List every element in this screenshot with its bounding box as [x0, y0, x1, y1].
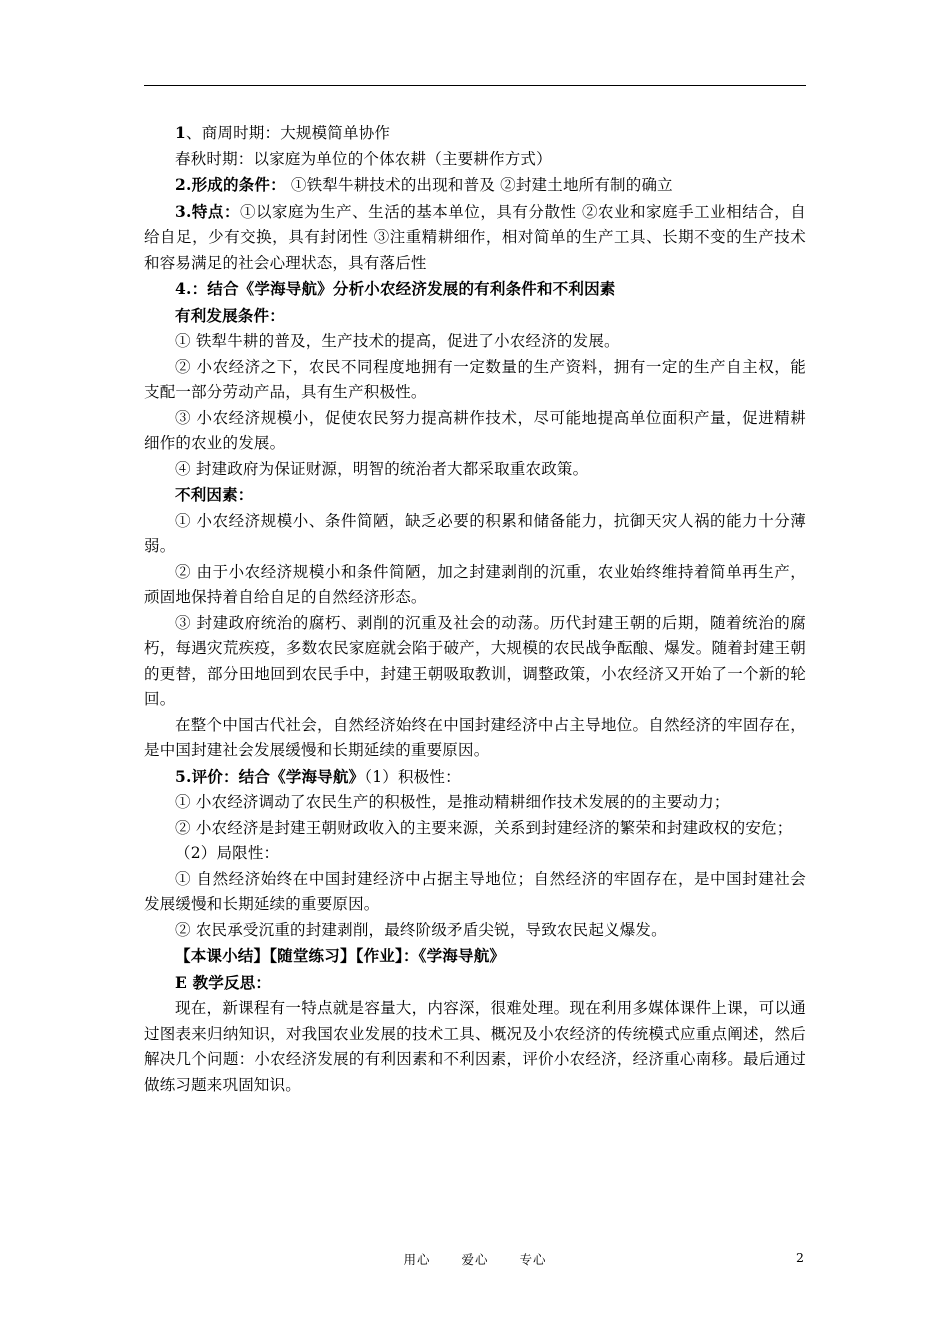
bold-text: 有利发展条件：	[175, 305, 285, 325]
text: ① 小农经济规模小、条件简陋，缺乏必要的积累和储备能力，抗御天灾人祸的能力十分薄弱。	[144, 511, 806, 555]
paragraph	[144, 790, 806, 816]
text: ④ 封建政府为保证财源，明智的统治者大都采取重农政策。	[175, 459, 589, 478]
text: ① 自然经济始终在中国封建经济中占据主导地位；自然经济的牢固存在，是中国封建社会发展缓慢和长期延续的重要原因。	[144, 869, 806, 913]
bold-text: 不利因素：	[175, 485, 254, 504]
text: （2）局限性：	[175, 844, 280, 862]
text: ② 由于小农经济规模小和条件简陋，加之封建剥削的沉重，农业始终维持着简单再生产，顽固地保持着自给自足的自然经济形态。	[144, 562, 806, 606]
paragraph	[144, 329, 806, 355]
footer-word-1: 用心	[403, 1252, 431, 1267]
paragraph	[144, 172, 806, 199]
paragraph	[144, 199, 806, 277]
bold-text: E 教学反思：	[175, 972, 272, 992]
paragraph	[144, 713, 806, 764]
text: ① 铁犁牛耕的普及，生产技术的提高，促进了小农经济的发展。	[175, 332, 620, 350]
paragraph	[144, 943, 806, 970]
text: ① 小农经济调动了农民生产的积极性，是推动精耕细作技术发展的的主要动力；	[175, 793, 730, 811]
text: 在整个中国古代社会，自然经济始终在中国封建经济中占主导地位。自然经济的牢固存在，是中国封建社会发展缓慢和长期延续的重要原因。	[144, 715, 806, 759]
text: ② 小农经济是封建王朝财政收入的主要来源，关系到封建经济的繁荣和封建政权的安危；	[175, 818, 793, 837]
bold-text: 3.特点：	[175, 201, 240, 221]
text: ③ 小农经济规模小，促使农民努力提高耕作技术，尽可能地提高单位面积产量，促进精耕细作的农业的发展。	[144, 408, 806, 452]
bold-text: 1	[175, 123, 186, 142]
header-rule	[144, 85, 806, 86]
paragraph	[144, 120, 806, 147]
bold-text: 2.形成的条件：	[175, 175, 286, 194]
text: 现在，新课程有一特点就是容量大，内容深，很难处理。现在利用多媒体课件上课，可以通过图表来归纳知识，对我国农业发展的技术工具、概况及小农经济的传统模式应重点阐述，然后解决几个问题：小农经济发展的有利因素和不利因素，评价小农经济，经济重心南移。最后通过做练习题来巩固知识。	[144, 999, 806, 1094]
paragraph	[144, 996, 806, 1098]
paragraph	[144, 560, 806, 611]
paragraph	[144, 918, 806, 944]
paragraph	[144, 509, 806, 560]
paragraph	[144, 276, 806, 303]
paragraph	[144, 611, 806, 713]
footer-word-3: 专心	[519, 1252, 547, 1267]
paragraph	[144, 482, 806, 509]
bold-text: 4.：结合《学海导航》分析小农经济发展的有利条件和不利因素	[175, 279, 616, 298]
paragraph	[144, 406, 806, 457]
bold-text: 【本课小结】【随堂练习】【作业】：《学海导航》	[175, 946, 506, 965]
text: ①铁犁牛耕技术的出现和普及 ②封建土地所有制的确立	[285, 176, 673, 194]
bold-text: 5.评价：结合《学海导航》	[175, 766, 365, 786]
footer-word-2: 爱心	[461, 1252, 489, 1267]
text: 春秋时期：以家庭为单位的个体农耕（主要耕作方式）	[175, 149, 552, 168]
text: ② 农民承受沉重的封建剥削，最终阶级矛盾尖锐，导致农民起义爆发。	[175, 920, 667, 939]
paragraph	[144, 457, 806, 483]
paragraph	[144, 816, 806, 842]
paragraph	[144, 355, 806, 406]
page-number: 2	[796, 1250, 804, 1265]
paragraph	[144, 764, 806, 791]
document-body	[144, 120, 806, 1098]
text: ② 小农经济之下，农民不同程度地拥有一定数量的生产资料，拥有一定的生产自主权，能支配一部分劳动产品，具有生产积极性。	[144, 357, 806, 401]
text: ③ 封建政府统治的腐朽、剥削的沉重及社会的动荡。历代封建王朝的后期，随着统治的腐朽，每遇灾荒疾疫，多数农民家庭就会陷于破产，大规模的农民战争酝酿、爆发。随着封建王朝的更替，部分田地回到农民手中，封建王朝吸取教训，调整政策，小农经济又开始了一个新的轮回。	[144, 613, 806, 708]
text: 、商周时期：大规模简单协作	[186, 124, 391, 142]
paragraph	[144, 970, 806, 997]
text: ①以家庭为生产、生活的基本单位，具有分散性 ②农业和家庭手工业相结合，自给自足，少有交换，具有封闭性 ③注重精耕细作，相对简单的生产工具、长期不变的生产技术和容易满足的社会心理状态，具有落后性	[144, 202, 806, 272]
paragraph	[144, 867, 806, 918]
paragraph	[144, 147, 806, 173]
text: （1）积极性：	[364, 767, 461, 786]
paragraph	[144, 841, 806, 867]
footer-motto	[0, 1250, 950, 1268]
paragraph	[144, 303, 806, 330]
